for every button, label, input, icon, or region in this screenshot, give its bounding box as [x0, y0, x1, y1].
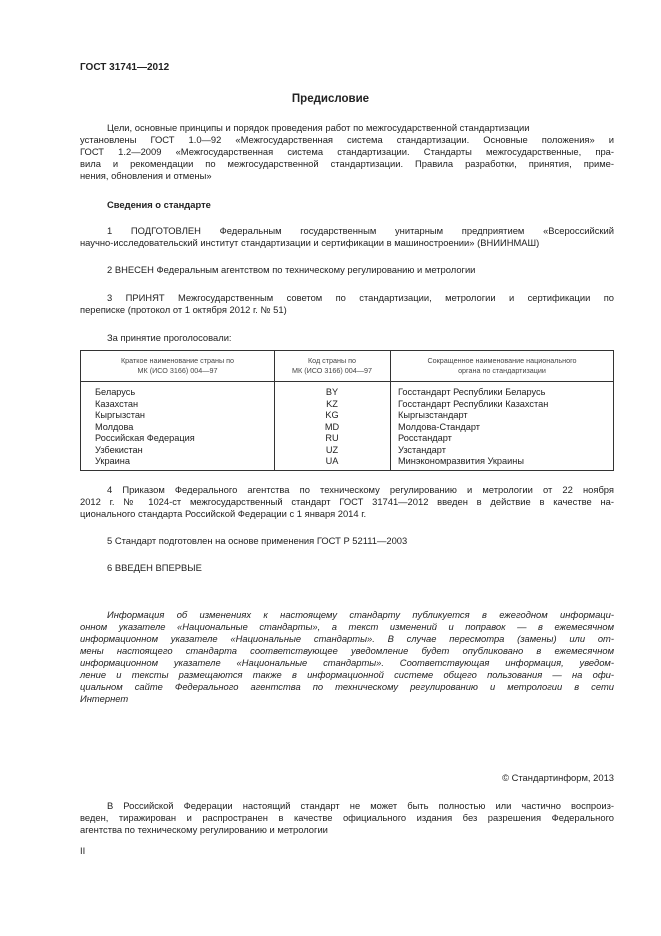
intro-line: Цели, основные принципы и порядок проведения работ по межгосударственной стандартизации	[107, 122, 530, 133]
code-cell: UA	[325, 456, 339, 466]
intro-line: вила и рекомендации по межгосударственной стандартизации. Правила разработки, принятия, приме-	[80, 158, 614, 169]
info-line: информационном указателе «Национальные стандарты». В случае пересмотра (замены) или от-	[80, 633, 614, 644]
voting-table	[80, 350, 614, 471]
code-cell: RU	[325, 433, 339, 443]
intro-line: ГОСТ 1.2—2009 «Межгосударственная система стандартизации. Стандарты межгосударственные, пра-	[80, 146, 614, 157]
header-line: Код страны по	[307, 356, 357, 365]
info-line: Информация об изменениях к настоящему стандарту публикуется в ежегодном информаци-	[107, 609, 614, 620]
agency-cell: Росстандарт	[398, 433, 452, 443]
country-cell: Казахстан	[95, 398, 139, 409]
country-cell: Узбекистан	[95, 444, 143, 455]
agency-cell: Госстандарт Республики Беларусь	[398, 387, 546, 397]
intro-line: нения, обновления и отмены»	[80, 170, 212, 181]
info-line: Интернет	[80, 693, 129, 704]
item-1-line: научно-исследовательский институт стандартизации и сертификации в машиностроении» (ВНИИНМАШ)	[80, 237, 540, 248]
info-line: ление и тексты размещаются также в информационной системе общего пользования — на офи-	[80, 669, 614, 680]
item-1-line: 1 ПОДГОТОВЛЕН Федеральным государственным унитарным предприятием «Всероссийский	[107, 225, 614, 236]
item-3-line: 3 ПРИНЯТ Межгосударственным советом по стандартизации, метрологии и сертификации по	[107, 292, 614, 303]
item-6: 6 ВВЕДЕН ВПЕРВЫЕ	[107, 562, 202, 573]
section-heading: Сведения о стандарте	[107, 199, 211, 210]
country-cell: Кыргызстан	[95, 410, 146, 420]
header-line: Краткое наименование страны по	[120, 356, 235, 365]
item-2: 2 ВНЕСЕН Федеральным агентством по техническому регулированию и метрологии	[107, 264, 476, 275]
intro-line: установлены ГОСТ 1.0—92 «Межгосударственная система стандартизации. Основные положения» и	[80, 134, 614, 145]
voted-label: За принятие проголосовали:	[107, 332, 232, 343]
info-line: информационном указателе «Национальные стандарты». Соответствующая информация, уведом-	[80, 657, 614, 668]
agency-cell: Госстандарт Республики Казахстан	[398, 398, 549, 409]
table-header-code	[274, 356, 390, 375]
item-4-line: 2012 г. № 1024-ст межгосударственный стандарт ГОСТ 31741—2012 введен в действие в качестве на-	[80, 496, 614, 507]
agency-cell: Молдова-Стандарт	[398, 421, 480, 432]
page-number: II	[80, 845, 86, 856]
legal-line: агентства по техническому регулированию и метрологии	[80, 824, 328, 835]
code-cell: MD	[324, 421, 340, 432]
header-line: Сокращенное наименование национального	[427, 356, 577, 365]
table-header-country	[81, 356, 274, 375]
country-cell: Российская Федерация	[95, 433, 195, 443]
agency-cell: Узстандарт	[398, 444, 446, 455]
document-code: ГОСТ 31741—2012	[80, 62, 170, 73]
table-divider	[81, 381, 613, 382]
page-title: Предисловие	[291, 93, 370, 105]
legal-line: веден, тиражирован и распространен в качестве официального издания без разрешения Федерального	[80, 812, 614, 823]
info-line: онном указателе «Национальные стандарты», а текст изменений и поправок — в ежемесячном	[80, 621, 614, 632]
code-cell: KZ	[326, 398, 338, 409]
country-cell: Молдова	[95, 421, 134, 432]
header-line: МК (ИСО 3166) 004—97	[292, 365, 372, 375]
info-line: циальном сайте Федерального агентства по техническому регулированию и метрологии в сети	[80, 681, 614, 692]
item-4-line: 4 Приказом Федерального агентства по техническому регулированию и метрологии от 22 ноября	[107, 484, 614, 495]
code-cell: BY	[325, 387, 339, 397]
country-cell: Беларусь	[95, 387, 136, 397]
item-4-line: ционального стандарта Российской Федерации с 1 января 2014 г.	[80, 508, 367, 519]
code-cell: KG	[325, 410, 339, 420]
header-line: МК (ИСО 3166) 004—97	[137, 365, 218, 375]
item-3-line: переписке (протокол от 1 октября 2012 г. № 51)	[80, 304, 287, 315]
code-cell: UZ	[325, 444, 339, 455]
legal-line: В Российской Федерации настоящий стандарт не может быть полностью или частично воспроиз-	[107, 800, 614, 811]
agency-cell: Минэкономразвития Украины	[398, 456, 524, 466]
table-header-agency	[390, 356, 614, 375]
info-line: мены настоящего стандарта соответствующее уведомление будет опубликовано в ежемесячном	[80, 645, 614, 656]
item-5: 5 Стандарт подготовлен на основе применения ГОСТ Р 52111—2003	[107, 535, 408, 546]
copyright: © Стандартинформ, 2013	[502, 772, 614, 783]
agency-cell: Кыргызстандарт	[398, 410, 468, 420]
header-line: органа по стандартизации	[458, 365, 546, 375]
country-cell: Украина	[95, 456, 130, 466]
